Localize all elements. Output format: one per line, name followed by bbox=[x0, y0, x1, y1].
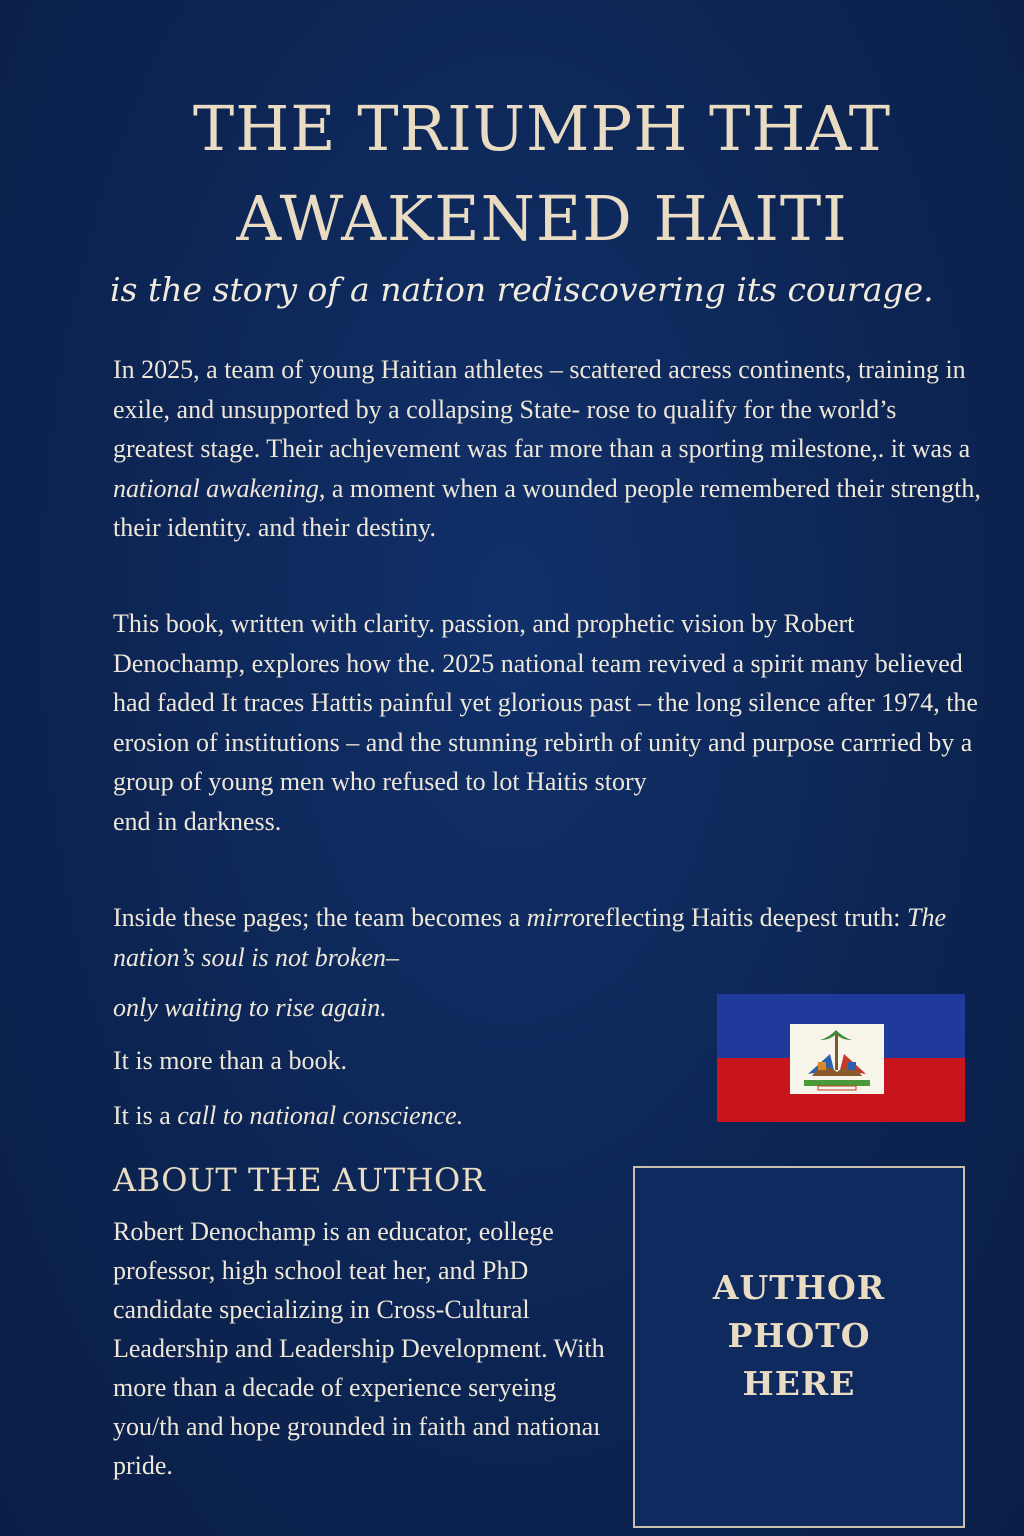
line-waiting: only waiting to rise again. bbox=[113, 993, 387, 1022]
title-line-2: AWAKENED HAITI bbox=[236, 182, 848, 255]
paragraph-intro-text-a: In 2025, a team of young Haitian athletes – scattered acress continents, training in exile, and unsupported by a collapsing State- rose to qualify for the world’s greatest stage. Their achjevement was far more than a sporting milestone,. it was a bbox=[113, 355, 971, 463]
paragraph-book-text-a: This book, written with clarity. passion, and prophetic vision by Robert Denochamp, explores how the. 2025 national team revived a spirit many believed had faded It traces Hattis painful yet glorious past – the long silence after 1974, the erosion of institutions – and the stunning rebirth of unity and purpose carrried by a group of young men who refused to lot Haitis story bbox=[113, 609, 978, 796]
paragraph-intro-text-b: , a moment when a wounded people remembered their strength, their identity. and their destiny. bbox=[113, 473, 981, 542]
author-photo-label bbox=[635, 1264, 963, 1408]
photo-label-line-2: PHOTO bbox=[727, 1316, 871, 1355]
subtitle: is the story of a nation rediscovering its courage. bbox=[110, 270, 934, 309]
photo-label-line-1: AUTHOR bbox=[712, 1268, 886, 1307]
paragraph-intro-italic: national awakening bbox=[113, 473, 319, 503]
book-title bbox=[60, 84, 1024, 264]
paragraph-book-text-b: end in darkness. bbox=[113, 806, 282, 836]
about-author-text: Robert Denochamp is an educator, eollege professor, high school teat her, and PhD candidate specializing in Cross-Cultural Leadership and Leadership Development. With more than a decade of experience seryeing you/th and hope grounded in faith and nationaı pride. bbox=[113, 1217, 605, 1480]
about-author-heading: ABOUT THE AUTHOR bbox=[113, 1161, 486, 1199]
line-call-italic: call to national conscience. bbox=[177, 1101, 464, 1130]
line-call bbox=[113, 1096, 463, 1136]
author-photo-placeholder bbox=[633, 1166, 965, 1528]
photo-label-line-3: HERE bbox=[742, 1364, 856, 1403]
paragraph-intro bbox=[113, 350, 983, 548]
coat-of-arms-icon bbox=[790, 1024, 884, 1094]
paragraph-inside bbox=[113, 898, 983, 977]
paragraph-inside-text-a: Inside these pages; the team becomes a bbox=[113, 903, 527, 932]
line-more-than-book: It is more than a book. bbox=[113, 1046, 347, 1075]
line-call-text: It is a bbox=[113, 1101, 178, 1130]
haiti-flag-image bbox=[717, 994, 965, 1122]
paragraph-inside-italic-a: mirro bbox=[526, 903, 585, 932]
paragraph-inside-text-b: reflecting Haitis deepest truth: bbox=[584, 903, 907, 932]
title-line-1: THE TRIUMPH THAT bbox=[192, 92, 892, 165]
paragraph-inside-italic-b: The nation’s soul is not broken– bbox=[113, 903, 946, 972]
paragraph-book bbox=[113, 604, 983, 841]
